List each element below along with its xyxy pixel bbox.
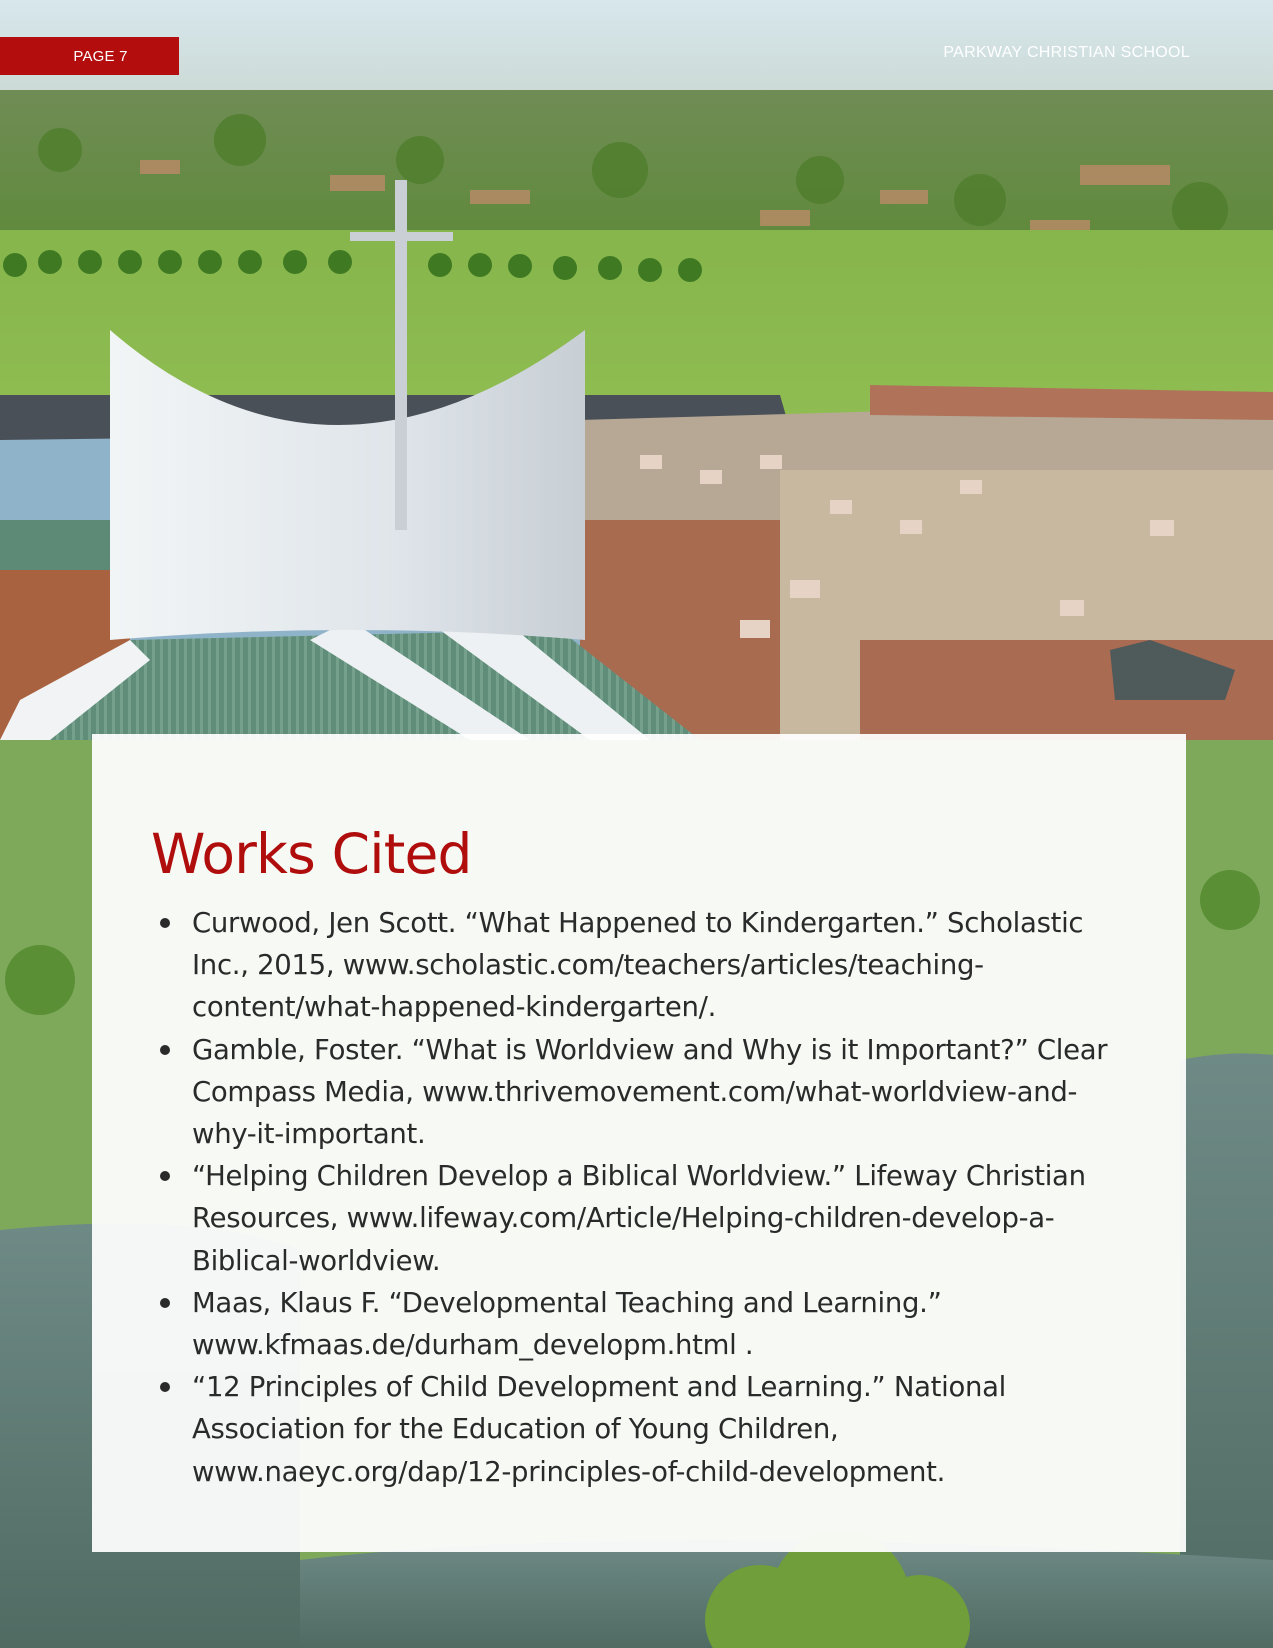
citation-text: “12 Principles of Child Development and Learning.” National Association for the Education of Young Children, www.naeyc.org/dap/12-principles-of-child-development. <box>192 1371 1007 1488</box>
citation-list <box>156 902 1116 1493</box>
page-number-tab <box>0 37 179 75</box>
citation-text: Curwood, Jen Scott. “What Happened to Kindergarten.” Scholastic Inc., 2015, www.scholastic.com/teachers/articles/teaching-content/what-happened-kindergarten/. <box>192 907 1084 1024</box>
bullet-icon <box>160 1382 170 1392</box>
works-cited-card <box>92 734 1186 1552</box>
citation-text: Gamble, Foster. “What is Worldview and Why is it Important?” Clear Compass Media, www.thrivemovement.com/what-worldview-and-why-it-important. <box>192 1033 1108 1151</box>
citation-item <box>156 902 1116 1029</box>
bullet-icon <box>160 918 170 928</box>
citation-text: “Helping Children Develop a Biblical Worldview.” Lifeway Christian Resources, www.lifeway.com/Article/Helping-children-develop-a-Biblical-worldview. <box>192 1160 1086 1277</box>
citation-item <box>156 1366 1116 1493</box>
citation-item <box>156 1282 1116 1366</box>
page-number-label: PAGE 7 <box>73 47 128 65</box>
citation-item <box>156 1029 1116 1156</box>
bullet-icon <box>160 1171 170 1181</box>
citation-item <box>156 1155 1116 1282</box>
school-name: PARKWAY CHRISTIAN SCHOOL <box>943 44 1190 61</box>
bullet-icon <box>160 1298 170 1308</box>
bullet-icon <box>160 1045 170 1055</box>
citation-text: Maas, Klaus F. “Developmental Teaching and Learning.” www.kfmaas.de/durham_developm.html . <box>192 1286 942 1362</box>
works-cited-title: Works Cited <box>151 822 472 886</box>
